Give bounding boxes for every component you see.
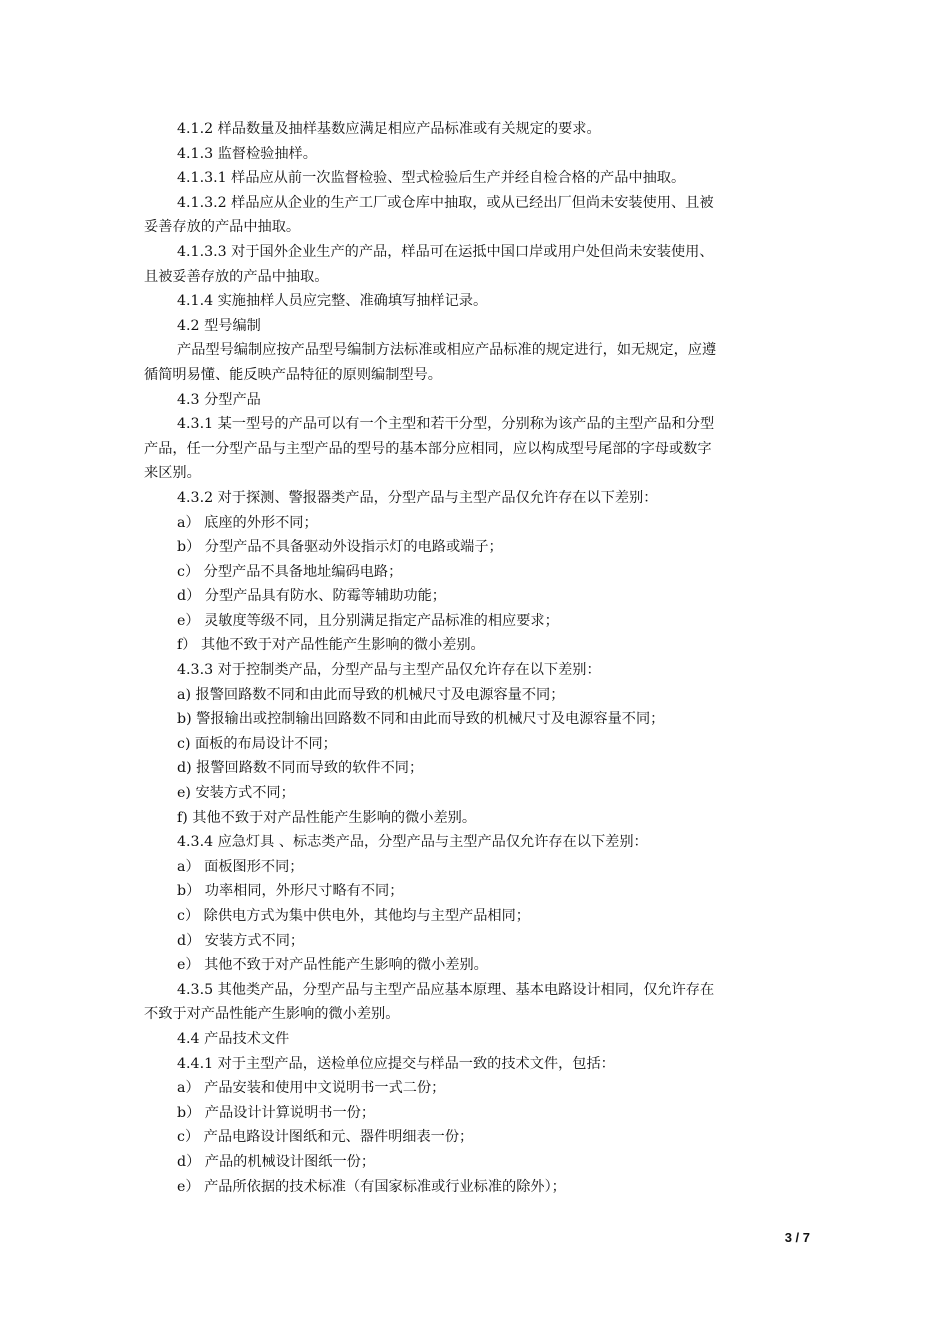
text-line: a) 报警回路数不同和由此而导致的机械尺寸及电源容量不同； xyxy=(177,686,565,703)
text-line: c） 除供电方式为集中供电外，其他均与主型产品相同； xyxy=(177,908,530,924)
page-number: 3 / 7 xyxy=(784,1230,810,1245)
text-line: d） 产品的机械设计图纸一份； xyxy=(177,1153,376,1170)
text-line: d） 安装方式不同； xyxy=(177,932,305,949)
text-line: 4.1.3.1 样品应从前一次监督检验、型式检验后生产并经自检合格的产品中抽取。 xyxy=(177,170,686,187)
text-line: 不致于对产品性能产生影响的微小差别。 xyxy=(144,1006,400,1023)
text-line: 循简明易懂、能反映产品特征的原则编制型号。 xyxy=(144,366,442,383)
text-line: 4.3.2 对于探测、警报器类产品，分型产品与主型产品仅允许存在以下差别： xyxy=(177,489,658,506)
text-line: 4.4 产品技术文件 xyxy=(177,1030,290,1047)
text-line: d） 分型产品具有防水、防霉等辅助功能； xyxy=(177,588,446,605)
text-line: 4.3.5 其他类产品，分型产品与主型产品应基本原理、基本电路设计相同，仅允许存在 xyxy=(177,981,715,998)
text-line: b) 警报输出或控制输出回路数不同和由此而导致的机械尺寸及电源容量不同； xyxy=(177,711,665,728)
text-line: 产品型号编制应按产品型号编制方法标准或相应产品标准的规定进行，如无规定，应遵 xyxy=(177,342,717,359)
text-line: c） 分型产品不具备地址编码电路； xyxy=(177,563,403,580)
text-line: 4.2 型号编制 xyxy=(177,317,261,334)
text-line: b） 产品设计计算说明书一份； xyxy=(177,1104,376,1121)
text-line: 4.3 分型产品 xyxy=(177,391,261,408)
text-line: c） 产品电路设计图纸和元、器件明细表一份； xyxy=(177,1129,474,1146)
text-line: c) 面板的布局设计不同； xyxy=(177,735,337,752)
text-line: 4.3.4 应急灯具 、标志类产品，分型产品与主型产品仅允许存在以下差别： xyxy=(177,834,648,851)
text-line: e) 安装方式不同； xyxy=(177,785,295,802)
text-line: a） 产品安装和使用中文说明书一式二份； xyxy=(177,1080,446,1097)
text-line: 妥善存放的产品中抽取。 xyxy=(144,219,301,236)
text-line: e） 灵敏度等级不同，且分别满足指定产品标准的相应要求； xyxy=(177,612,559,629)
text-line: 4.3.1 某一型号的产品可以有一个主型和若干分型，分别称为该产品的主型产品和分型 xyxy=(177,416,715,433)
text-line: a） 面板图形不同； xyxy=(177,858,304,875)
text-line: 且被妥善存放的产品中抽取。 xyxy=(144,268,329,285)
text-line: 4.1.3.3 对于国外企业生产的产品，样品可在运抵中国口岸或用户处但尚未安装使用、 xyxy=(177,243,714,260)
text-line: 4.3.3 对于控制类产品，分型产品与主型产品仅允许存在以下差别： xyxy=(177,662,601,679)
document-body xyxy=(144,117,810,1199)
text-line: 来区别。 xyxy=(144,465,201,482)
text-line: b） 功率相同，外形尺寸略有不同； xyxy=(177,883,404,900)
text-line: b） 分型产品不具备驱动外设指示灯的电路或端子； xyxy=(177,539,503,556)
text-line: a） 底座的外形不同； xyxy=(177,514,318,531)
text-line: 4.1.4 实施抽样人员应完整、准确填写抽样记录。 xyxy=(177,293,488,310)
text-line: 产品，任一分型产品与主型产品的型号的基本部分应相同，应以构成型号尾部的字母或数字 xyxy=(144,440,712,457)
text-line: f) 其他不致于对产品性能产生影响的微小差别。 xyxy=(177,809,477,826)
text-line: f） 其他不致于对产品性能产生影响的微小差别。 xyxy=(177,637,485,654)
text-line: d) 报警回路数不同而导致的软件不同； xyxy=(177,760,424,777)
text-line: e） 产品所依据的技术标准（有国家标准或行业标准的除外）； xyxy=(177,1178,566,1195)
text-line: 4.1.2 样品数量及抽样基数应满足相应产品标准或有关规定的要求。 xyxy=(177,121,601,137)
text-line: 4.4.1 对于主型产品，送检单位应提交与样品一致的技术文件，包括： xyxy=(177,1055,615,1072)
text-line: 4.1.3.2 样品应从企业的生产工厂或仓库中抽取，或从已经出厂但尚未安装使用、且被 xyxy=(177,194,714,211)
text-line: e） 其他不致于对产品性能产生影响的微小差别。 xyxy=(177,957,488,974)
text-line: 4.1.3 监督检验抽样。 xyxy=(177,145,317,162)
